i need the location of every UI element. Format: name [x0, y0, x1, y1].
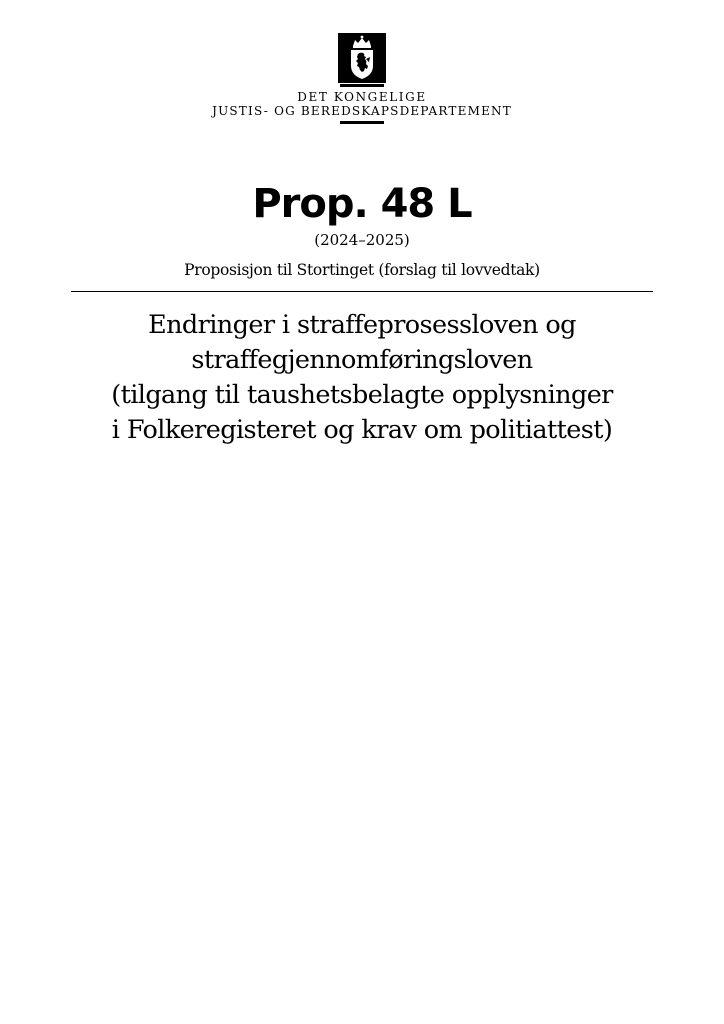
ministry-name-line1: DET KONGELIGE	[297, 90, 427, 104]
logo	[0, 33, 724, 87]
proposition-subtitle: Proposisjon til Stortinget (forslag til lovvedtak)	[184, 261, 540, 279]
document-title-line: i Folkeregisteret og krav om politiattest)	[111, 415, 613, 445]
document-title-line: straffegjennomføringsloven	[191, 345, 533, 375]
ministry-rule-top	[340, 84, 384, 87]
document-title-line: Endringer i straffeprosessloven og	[148, 310, 576, 340]
ministry-rule-bottom	[340, 121, 384, 124]
prop-number: Prop. 48 L	[252, 181, 472, 227]
ministry-name-line2: JUSTIS- OG BEREDSKAPSDEPARTEMENT	[212, 104, 512, 118]
title-divider	[71, 291, 653, 292]
document-title	[0, 308, 724, 448]
coat-of-arms-icon	[338, 33, 386, 83]
session-years: (2024–2025)	[314, 231, 410, 249]
document-title-line: (tilgang til taushetsbelagte opplysninger	[111, 380, 613, 410]
